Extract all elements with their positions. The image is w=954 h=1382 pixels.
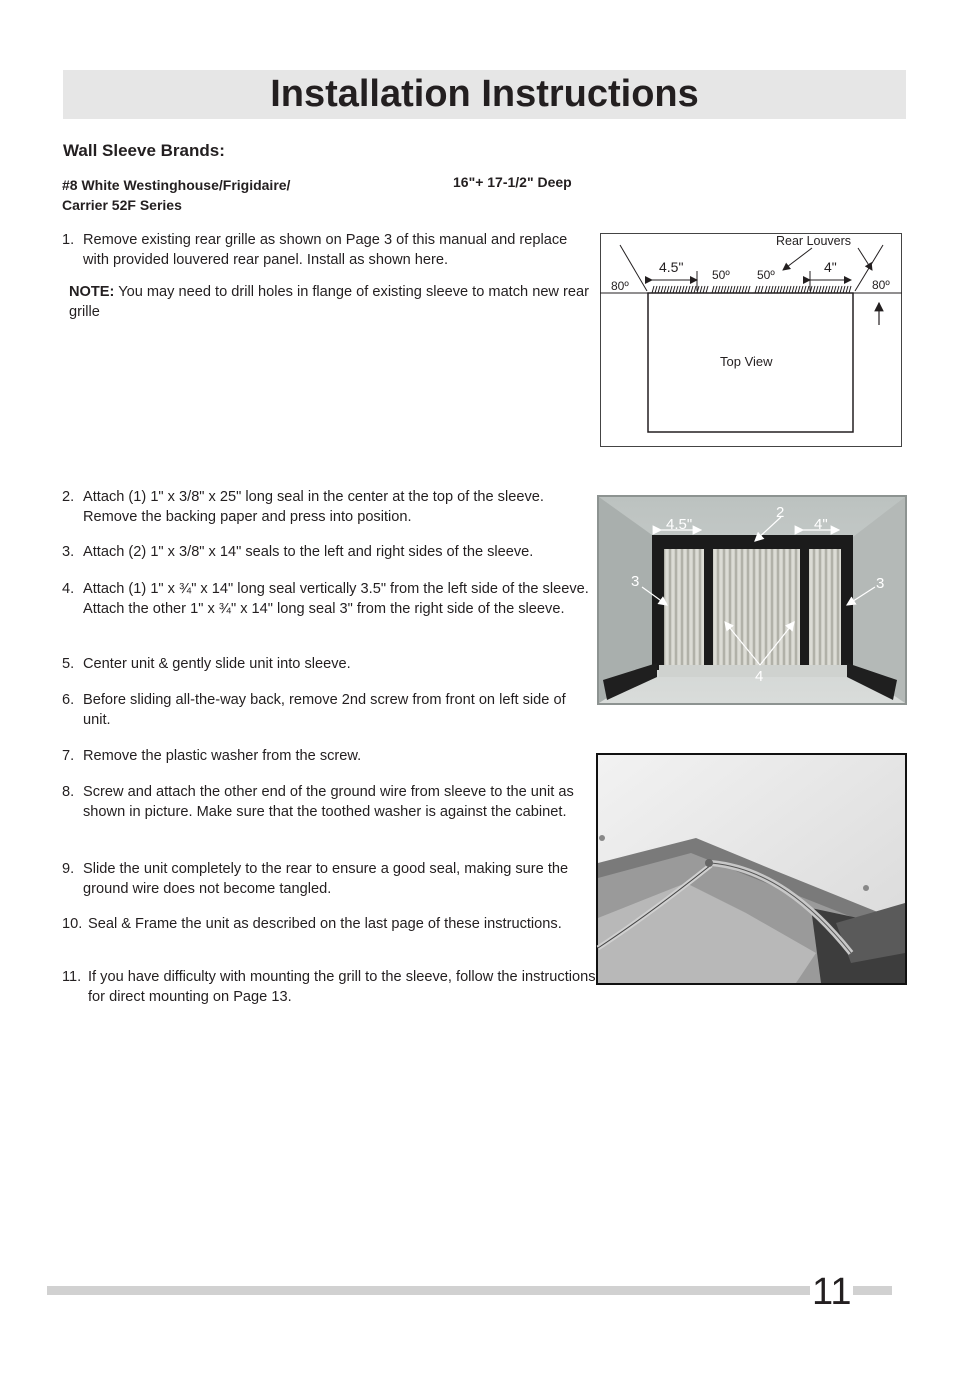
note-label: NOTE: <box>69 284 115 300</box>
step-7 <box>62 747 597 767</box>
note <box>69 283 589 322</box>
step-text: Before sliding all-the-way back, remove 2nd screw from front on left side of unit. <box>83 692 566 728</box>
step-text: Attach (2) 1" x 3/8" x 14" seals to the left and right sides of the sleeve. <box>83 544 534 560</box>
step-9 <box>62 860 597 899</box>
dim-right-label: 4" <box>824 259 837 275</box>
step-text: Center unit & gently slide unit into sleeve. <box>83 656 351 672</box>
rear-louvers-label: Rear Louvers <box>776 234 852 248</box>
sleeve-interior-photo <box>597 495 907 705</box>
step-text: Seal & Frame the unit as described on the last page of these instructions. <box>88 916 562 932</box>
top-view-label: Top View <box>720 354 773 369</box>
step-number: 2. <box>62 489 75 505</box>
top-view-diagram <box>600 233 903 448</box>
step-5 <box>62 655 597 675</box>
angle-mid-left-label: 50º <box>712 268 730 282</box>
note-text: You may need to drill holes in flange of existing sleeve to match new rear grille <box>69 284 589 320</box>
photo-label-3-right: 3 <box>876 575 885 592</box>
angle-right-label: 80º <box>872 278 890 292</box>
step-text: Attach (1) 1" x 3/8" x 25" long seal in the center at the top of the sleeve. Remove the backing paper and press into position. <box>83 489 544 525</box>
step-8 <box>62 783 597 822</box>
step-number: 6. <box>62 692 75 708</box>
page-title: Installation Instructions <box>270 73 699 115</box>
step-number: 1. <box>62 232 75 248</box>
step-6 <box>62 691 597 730</box>
step-2 <box>62 488 597 527</box>
footer-rule <box>47 1286 892 1295</box>
step-text: Remove existing rear grille as shown on Page 3 of this manual and replace with provided louvered rear panel. Install as shown here. <box>83 232 568 268</box>
photo-label-2: 2 <box>776 504 785 521</box>
dim-left-label: 4.5" <box>659 259 684 275</box>
step-number: 10. <box>62 916 83 932</box>
step-1 <box>62 231 597 270</box>
brand-line-2: Carrier 52F Series <box>62 197 182 213</box>
step-10 <box>62 915 597 935</box>
step-number: 5. <box>62 656 75 672</box>
step-number: 4. <box>62 581 75 597</box>
section-heading: Wall Sleeve Brands: <box>63 141 225 160</box>
title-bar <box>63 70 906 119</box>
page-number: 11 <box>812 1271 852 1313</box>
step-number: 3. <box>62 544 75 560</box>
brand-name <box>62 175 362 215</box>
brand-line-1: #8 White Westinghouse/Frigidaire/ <box>62 177 291 193</box>
sleeve-depth: 16"+ 17-1/2" Deep <box>453 174 572 190</box>
step-11 <box>62 968 597 1007</box>
step-number: 8. <box>62 784 75 800</box>
step-number: 11. <box>62 969 82 985</box>
step-text: Slide the unit completely to the rear to ensure a good seal, making sure the ground wire does not become tangled. <box>83 861 569 897</box>
step-text: If you have difficulty with mounting the grill to the sleeve, follow the instructions for direct mounting on Page 13. <box>88 969 596 1005</box>
photo-label-4: 4 <box>755 668 764 685</box>
photo-label-3-left: 3 <box>631 573 640 590</box>
photo-dim-left: 4.5" <box>666 516 693 533</box>
angle-left-label: 80º <box>611 279 629 293</box>
ground-wire-photo <box>596 753 907 985</box>
step-number: 7. <box>62 748 75 764</box>
photo-dim-right: 4" <box>814 516 828 533</box>
step-number: 9. <box>62 861 75 877</box>
angle-mid-right-label: 50º <box>757 268 775 282</box>
step-text: Attach (1) 1" x ¾" x 14" long seal vertically 3.5" from the left side of the sleeve. Attach the other 1" x ¾" x 14" long seal 3" from the right side of the sleeve. <box>83 581 589 617</box>
step-text: Screw and attach the other end of the ground wire from sleeve to the unit as shown in picture. Make sure that the toothed washer is against the cabinet. <box>83 784 574 820</box>
step-4 <box>62 580 597 619</box>
step-text: Remove the plastic washer from the screw. <box>83 748 362 764</box>
step-3 <box>62 543 597 563</box>
